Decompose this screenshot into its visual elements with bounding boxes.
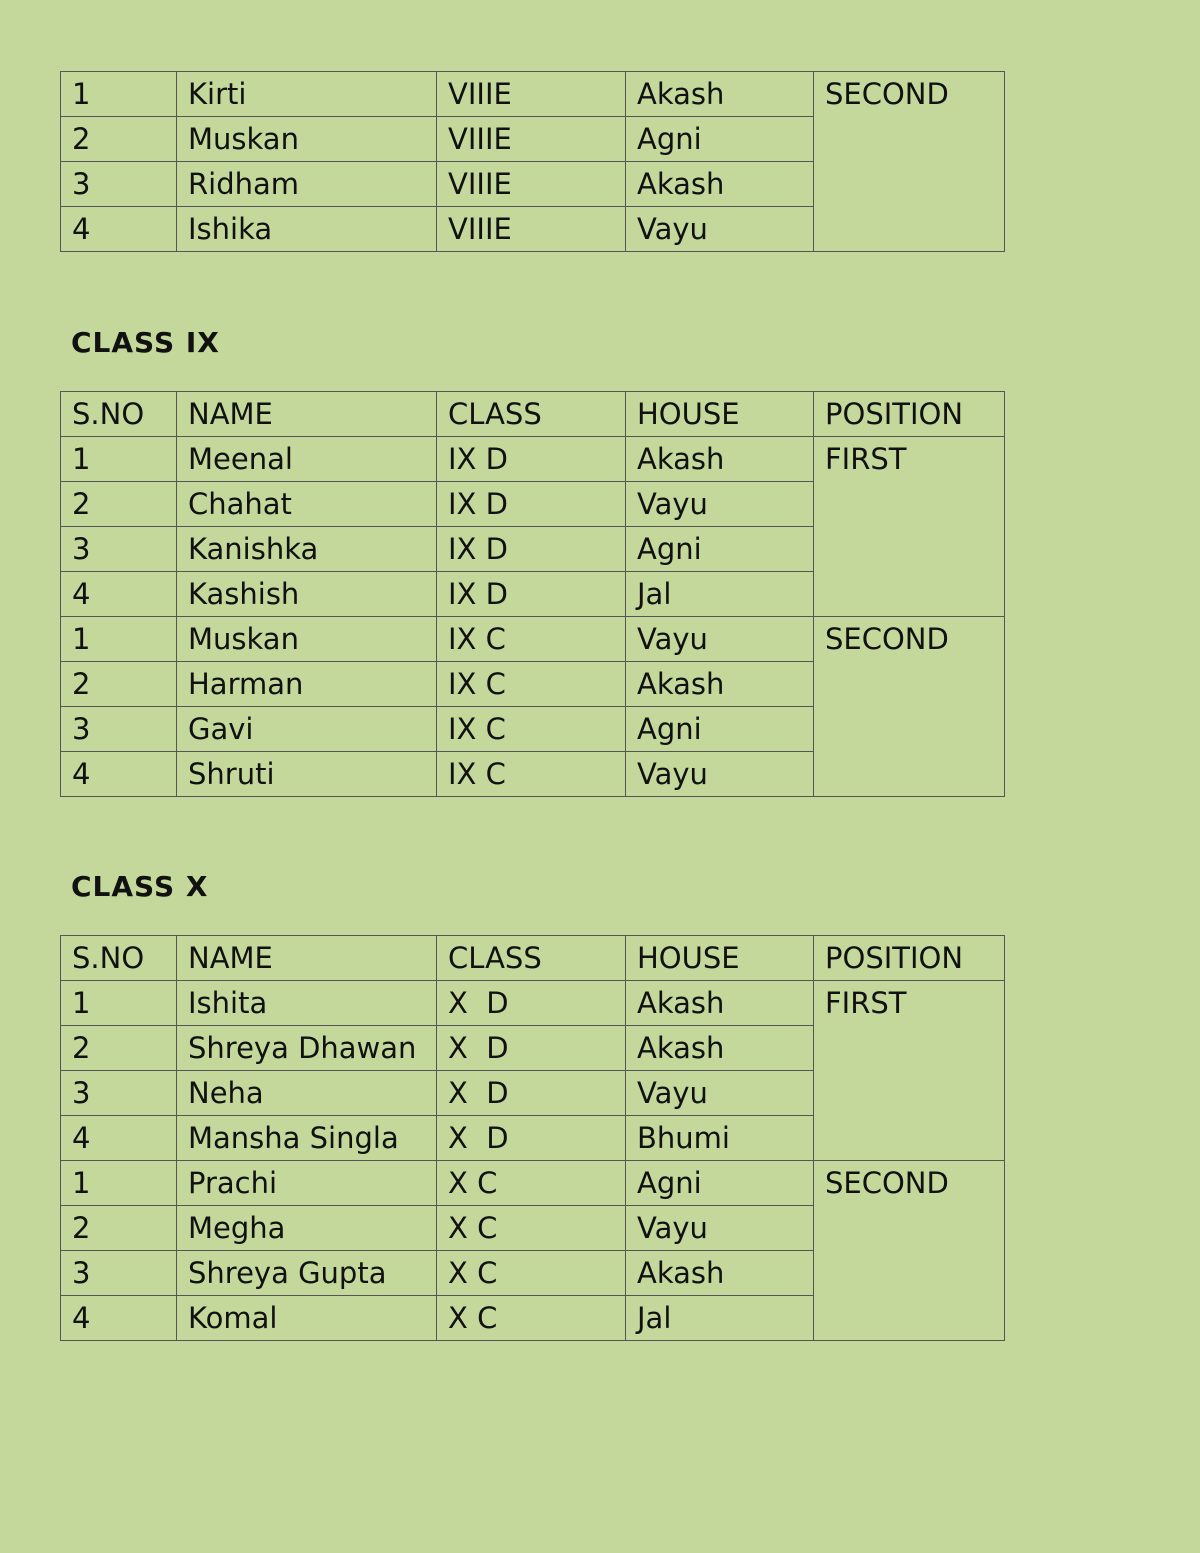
position-header: POSITION xyxy=(814,392,1005,437)
name-cell: Neha xyxy=(177,1071,437,1116)
class-cell: X D xyxy=(437,981,626,1026)
name-cell: Muskan xyxy=(177,617,437,662)
name-cell: Prachi xyxy=(177,1161,437,1206)
sno-cell: 2 xyxy=(61,117,177,162)
class-x-table xyxy=(60,935,1005,1341)
name-cell: Muskan xyxy=(177,117,437,162)
name-cell: Ishika xyxy=(177,207,437,252)
class-cell: IX C xyxy=(437,752,626,797)
name-cell: Kirti xyxy=(177,72,437,117)
name-cell: Harman xyxy=(177,662,437,707)
sno-cell: 4 xyxy=(61,207,177,252)
name-header: NAME xyxy=(177,936,437,981)
sno-cell: 1 xyxy=(61,437,177,482)
sno-cell: 2 xyxy=(61,662,177,707)
table-body xyxy=(61,72,1005,252)
position-cell: SECOND xyxy=(814,1161,1005,1341)
house-cell: Jal xyxy=(626,572,814,617)
class-cell: X D xyxy=(437,1116,626,1161)
class-x-heading: CLASS X xyxy=(71,870,209,903)
class-cell: IX D xyxy=(437,482,626,527)
house-cell: Akash xyxy=(626,437,814,482)
class-cell: X C xyxy=(437,1251,626,1296)
sno-cell: 2 xyxy=(61,1206,177,1251)
house-cell: Akash xyxy=(626,662,814,707)
sno-cell: 1 xyxy=(61,617,177,662)
name-cell: Ishita xyxy=(177,981,437,1026)
house-cell: Agni xyxy=(626,527,814,572)
table-header-row xyxy=(61,936,1005,981)
house-header: HOUSE xyxy=(626,936,814,981)
class-header: CLASS xyxy=(437,392,626,437)
class-cell: IX C xyxy=(437,662,626,707)
sno-cell: 1 xyxy=(61,72,177,117)
class-cell: IX C xyxy=(437,617,626,662)
class-cell: VIIIE xyxy=(437,117,626,162)
sno-cell: 1 xyxy=(61,1161,177,1206)
sno-cell: 2 xyxy=(61,482,177,527)
house-cell: Vayu xyxy=(626,1071,814,1116)
house-cell: Agni xyxy=(626,1161,814,1206)
house-cell: Vayu xyxy=(626,617,814,662)
sno-cell: 4 xyxy=(61,572,177,617)
class-header: CLASS xyxy=(437,936,626,981)
class-ix-table xyxy=(60,391,1005,797)
sno-header: S.NO xyxy=(61,392,177,437)
class-viii-table-continued xyxy=(60,71,1005,252)
name-cell: Kashish xyxy=(177,572,437,617)
position-cell: SECOND xyxy=(814,617,1005,797)
class-cell: VIIIE xyxy=(437,207,626,252)
name-cell: Mansha Singla xyxy=(177,1116,437,1161)
name-cell: Shreya Dhawan xyxy=(177,1026,437,1071)
class-cell: IX C xyxy=(437,707,626,752)
class-ix-heading: CLASS IX xyxy=(71,326,220,359)
name-header: NAME xyxy=(177,392,437,437)
house-cell: Vayu xyxy=(626,482,814,527)
table-header-row xyxy=(61,392,1005,437)
table-row xyxy=(61,617,1005,662)
house-cell: Akash xyxy=(626,1251,814,1296)
house-cell: Vayu xyxy=(626,1206,814,1251)
sno-cell: 3 xyxy=(61,1251,177,1296)
sno-cell: 3 xyxy=(61,527,177,572)
sno-cell: 3 xyxy=(61,162,177,207)
house-cell: Agni xyxy=(626,117,814,162)
position-cell: FIRST xyxy=(814,981,1005,1161)
sno-cell: 4 xyxy=(61,1116,177,1161)
name-cell: Meenal xyxy=(177,437,437,482)
class-cell: VIIIE xyxy=(437,162,626,207)
position-cell: FIRST xyxy=(814,437,1005,617)
name-cell: Kanishka xyxy=(177,527,437,572)
table-row xyxy=(61,72,1005,117)
sno-cell: 4 xyxy=(61,1296,177,1341)
name-cell: Shreya Gupta xyxy=(177,1251,437,1296)
sno-cell: 3 xyxy=(61,707,177,752)
house-cell: Akash xyxy=(626,72,814,117)
house-cell: Akash xyxy=(626,162,814,207)
class-cell: X C xyxy=(437,1296,626,1341)
class-cell: VIIIE xyxy=(437,72,626,117)
house-cell: Vayu xyxy=(626,752,814,797)
table-row xyxy=(61,437,1005,482)
class-cell: X C xyxy=(437,1161,626,1206)
class-cell: X D xyxy=(437,1071,626,1116)
name-cell: Ridham xyxy=(177,162,437,207)
sno-cell: 3 xyxy=(61,1071,177,1116)
class-cell: IX D xyxy=(437,437,626,482)
sno-cell: 4 xyxy=(61,752,177,797)
house-cell: Vayu xyxy=(626,207,814,252)
class-cell: IX D xyxy=(437,527,626,572)
table-row xyxy=(61,1161,1005,1206)
house-cell: Jal xyxy=(626,1296,814,1341)
class-cell: X C xyxy=(437,1206,626,1251)
sno-header: S.NO xyxy=(61,936,177,981)
name-cell: Shruti xyxy=(177,752,437,797)
table-body xyxy=(61,392,1005,797)
house-cell: Bhumi xyxy=(626,1116,814,1161)
name-cell: Chahat xyxy=(177,482,437,527)
sno-cell: 1 xyxy=(61,981,177,1026)
house-cell: Akash xyxy=(626,981,814,1026)
name-cell: Megha xyxy=(177,1206,437,1251)
position-header: POSITION xyxy=(814,936,1005,981)
table-body xyxy=(61,936,1005,1341)
class-cell: IX D xyxy=(437,572,626,617)
position-cell: SECOND xyxy=(814,72,1005,252)
name-cell: Komal xyxy=(177,1296,437,1341)
class-cell: X D xyxy=(437,1026,626,1071)
house-cell: Agni xyxy=(626,707,814,752)
sno-cell: 2 xyxy=(61,1026,177,1071)
house-header: HOUSE xyxy=(626,392,814,437)
name-cell: Gavi xyxy=(177,707,437,752)
table-row xyxy=(61,981,1005,1026)
house-cell: Akash xyxy=(626,1026,814,1071)
